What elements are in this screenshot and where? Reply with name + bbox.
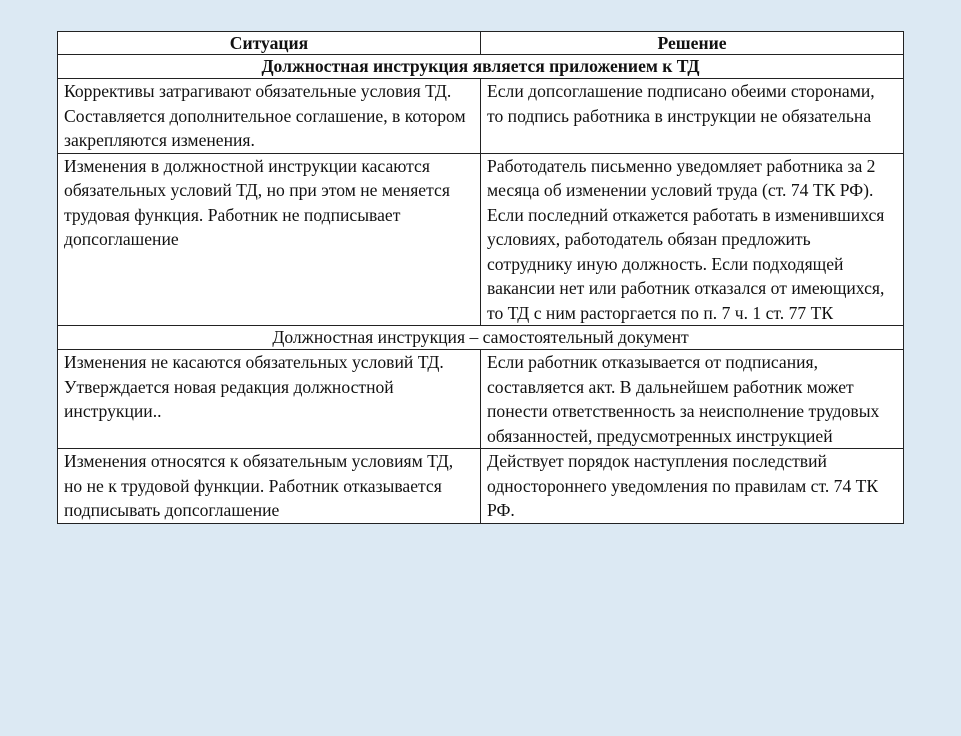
situation-cell: Изменения не касаются обязательных условий ТД. Утверждается новая редакция должностной инструкции.. xyxy=(58,350,481,449)
table-row xyxy=(58,449,904,524)
solution-cell: Если допсоглашение подписано обеими сторонами, то подпись работника в инструкции не обязательна xyxy=(481,79,904,154)
solution-cell: Действует порядок наступления последствий одностороннего уведомления по правилам ст. 74 ТК РФ. xyxy=(481,449,904,524)
section-title: Должностная инструкция является приложением к ТД xyxy=(58,55,904,79)
solution-cell: Если работник отказывается от подписания, составляется акт. В дальнейшем работник может понести ответственность за неисполнение трудовых обязанностей, предусмотренных инструкцией xyxy=(481,350,904,449)
situation-cell: Изменения относятся к обязательным условиям ТД, но не к трудовой функции. Работник отказывается подписывать допсоглашение xyxy=(58,449,481,524)
table-row xyxy=(58,153,904,326)
section-title: Должностная инструкция – самостоятельный документ xyxy=(58,326,904,350)
solution-cell: Работодатель письменно уведомляет работника за 2 месяца об изменении условий труда (ст. 74 ТК РФ). Если последний откажется работать в изменившихся условиях, работодатель обязан предложить сотруднику иную должность. Если подходящей вакансии нет или работник отказался от имеющихся, то ТД с ним расторгается по п. 7 ч. 1 ст. 77 ТК xyxy=(481,153,904,326)
situation-cell: Изменения в должностной инструкции касаются обязательных условий ТД, но при этом не меняется трудовая функция. Работник не подписывает допсоглашение xyxy=(58,153,481,326)
header-situation: Ситуация xyxy=(58,32,481,55)
situation-cell: Коррективы затрагивают обязательные условия ТД. Составляется дополнительное соглашение, в котором закрепляются изменения. xyxy=(58,79,481,154)
section-row xyxy=(58,326,904,350)
header-solution: Решение xyxy=(481,32,904,55)
table-row xyxy=(58,350,904,449)
table-header-row xyxy=(58,32,904,55)
table-row xyxy=(58,79,904,154)
section-row xyxy=(58,55,904,79)
document-table xyxy=(57,31,904,524)
